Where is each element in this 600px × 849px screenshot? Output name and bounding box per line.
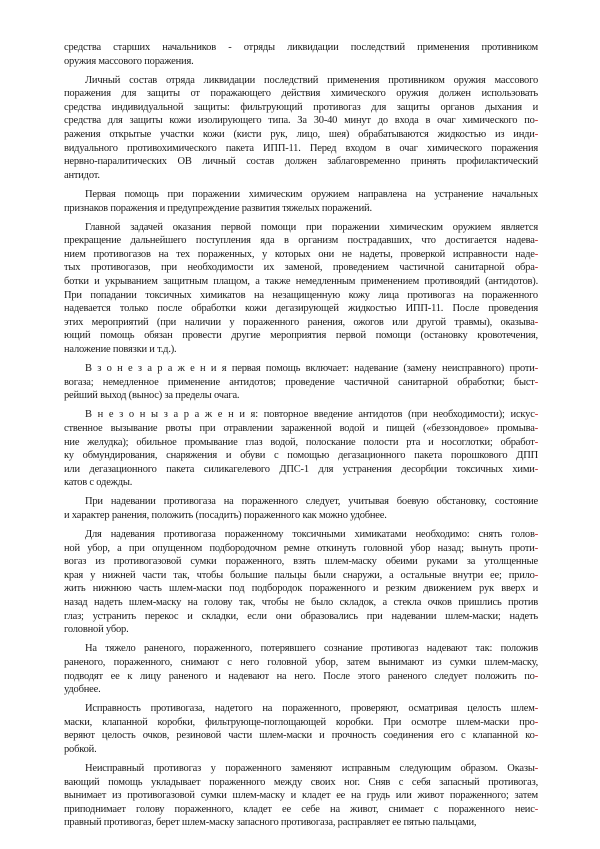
hyphenation-mark: -	[534, 248, 538, 260]
text-line: ющий помощь обязан провести другие мероприятия первой помощи (остановку кровотечения,	[64, 330, 538, 342]
text-line: Первая помощь при поражении химическим оружием направлена на устранение начальных	[85, 188, 538, 200]
text-line: средства старших начальников - отряды ликвидации последствий применения противником	[64, 42, 538, 53]
text-line: удобнее.	[64, 684, 101, 696]
text-line: В з о н е з а р а ж е н и я первая помощь включает: надевание (замену неисправного) проти-	[85, 363, 538, 375]
hyphenation-mark: -	[534, 129, 538, 141]
hyphenation-mark: -	[534, 409, 538, 421]
text-line: При надевании противогаза на пораженного следует, учитывая боевую обстановку, состояние	[85, 496, 538, 508]
text-line: этих мероприятий (при наличии у пораженного ранения, ожогов или другой травмы), оказыва-	[64, 316, 538, 328]
text-line: средства для защиты кожи изолирующего типа. За 30-40 минут до входа в очаг химического по-	[64, 115, 538, 127]
text-line: В н е з о н ы з а р а ж е н и я: повторное введение антидотов (при необходимости); искус-	[85, 409, 538, 421]
hyphenation-mark: -	[534, 716, 538, 728]
text-line: наложение повязки и т.д.).	[64, 343, 177, 355]
text-line: ственное вызывание рвоты при отравлении зараженной водой и пищей («беззондовое» промыва-	[64, 422, 538, 434]
hyphenation-mark: -	[534, 463, 538, 475]
text-line: вогаз из противогазовой сумки пораженного, взять шлем-маску обеими руками за утолщенные	[64, 556, 538, 568]
text-line: Неисправный противогаз у пораженного заменяют исправным следующим образом. Оказы-	[85, 763, 538, 775]
text-line: нервно-паралитических ОВ личный состав должен заблаговременно принять профилактический	[64, 156, 538, 168]
text-line: подводят ее к лицу раненого и надевают на него. После этого раненого следует положить по-	[64, 670, 538, 682]
hyphenation-mark: -	[534, 763, 538, 775]
text-line: оружия массового поражения.	[64, 55, 194, 67]
text-line: видуального противохимического пакета ИПП-11. Перед входом в очаг химического поражения	[64, 142, 538, 154]
text-line: тых противогазов, при необходимости их заменой, проведением частичной санитарной обра-	[64, 262, 538, 274]
text-line: края у нижней части так, чтобы большие пальцы были снаружи, а остальные внутри ее; прило-	[64, 569, 538, 581]
text-line: и характер ранения, положить (посадить) пораженного как можно удобнее.	[64, 510, 387, 521]
paragraph	[64, 762, 538, 830]
text-line: головной убор.	[64, 624, 129, 636]
text-line: вогаза; немедленное применение антидотов; проведение частичной санитарной обработки; быст-	[64, 376, 538, 388]
text-line: рейший выход (вынос) за пределы очага.	[64, 390, 240, 402]
text-line: ние желудка); обильное промывание глаз водой, полоскание полости рта и носоглотки; обработ-	[64, 436, 538, 448]
hyphenation-mark: -	[534, 670, 538, 682]
text-line: жить нижнюю часть шлем-маски под подбородок пораженного и резким движением рук вверх и	[64, 583, 538, 595]
hyphenation-mark: -	[534, 529, 538, 541]
text-line: маски, клапанной коробки, фильтрующе-поглощающей коробки. При осмотре шлем-маски про-	[64, 716, 538, 728]
hyphenation-mark: -	[534, 235, 538, 247]
text-line: Личный состав отряда ликвидации последствий применения противником оружия массового	[85, 74, 538, 86]
hyphenation-mark: -	[534, 703, 538, 715]
text-line: назад надеть шлем-маску на голову так, чтобы не было складок, а стекла очков пришлись против	[64, 597, 538, 609]
text-line: ку обмундирования, снаряжения и обуви с помощью дегазационного пакета порошкового ДПП	[64, 450, 538, 462]
paragraph	[64, 408, 538, 490]
text-line: надевается только после обработки кожи дегазирующей жидкостью ИПП-11. После проведения	[64, 303, 538, 315]
text-line: веряют целость очков, резиновой части шлем-маски и прочность соединения его с клапанной ко-	[64, 730, 538, 742]
text-line: или дегазационного пакета силикагелевого ДПС-1 для устранения десорбции токсичных хими-	[64, 463, 538, 475]
hyphenation-mark: -	[534, 542, 538, 554]
hyphenation-mark: -	[534, 730, 538, 742]
text-line: катов с одежды.	[64, 477, 133, 489]
text-line: вынимает из противогазовой сумки шлем-маску и кладет ее на грудь или живот пораженного; затем	[64, 790, 538, 802]
text-line: На тяжело раненого, пораженного, потерявшего сознание противогаз надевают так: положив	[85, 643, 538, 655]
text-line: признаков поражения и предупреждение развития тяжелых поражений.	[64, 202, 372, 214]
hyphenation-mark: -	[534, 115, 538, 127]
text-line: антидот.	[64, 169, 100, 181]
text-line: средства индивидуальной защиты: фильтрующий противогаз для защиты органов дыхания и	[64, 101, 538, 113]
text-line: ражения открытые участки кожи (кисти рук, лицо, шея) обрабатываются жидкостью из инди-	[64, 129, 538, 141]
text-line: Для надевания противогаза пораженному токсичными химикатами необходимо: снять голов-	[85, 529, 538, 541]
hyphenation-mark: -	[534, 436, 538, 448]
text-line: ботки и укрыванием защитным плащом, а также немедленным применением противоядий (антидотов).	[64, 276, 538, 287]
hyphenation-mark: -	[534, 262, 538, 274]
paragraph	[64, 495, 538, 522]
paragraph	[64, 702, 538, 756]
hyphenation-mark: -	[534, 316, 538, 328]
hyphenation-mark: -	[534, 569, 538, 581]
hyphenation-mark: -	[534, 376, 538, 388]
text-line: нием противогазов на тех пораженных, у которых они не надеты, проверкой исправности наде-	[64, 248, 538, 260]
paragraph	[64, 41, 538, 68]
text-line: раненого, пораженного, снимают с него головной убор, затем вынимают из сумки шлем-маску,	[64, 656, 538, 668]
paragraph	[64, 74, 538, 183]
text-line: При попадании токсичных химикатов на незащищенную кожу лица противогаз на пораженного	[64, 289, 538, 301]
text-line: робкой.	[64, 744, 97, 755]
text-line: глаз; устранить перекос и складки, если они образовались при надевании шлем-маски; надеть	[64, 610, 538, 622]
hyphenation-mark: -	[534, 363, 538, 375]
hyphenation-mark: -	[534, 803, 538, 815]
text-line: прекращение дальнейшего поступления яда в организм пострадавших, что достигается надева-	[64, 235, 538, 247]
paragraph	[64, 221, 538, 357]
paragraph	[64, 362, 538, 403]
text-line: приподнимает голову пораженного, кладет ее себе на живот, снимает с пораженного неис-	[64, 803, 538, 815]
text-line: правный противогаз, берет шлем-маску запасного противогаза, расправляет ее пятью пальцами,	[64, 817, 477, 829]
paragraph	[64, 188, 538, 215]
paragraph	[64, 642, 538, 696]
text-line: вающий помощь укладывает пораженного между своих ног. Сняв с себя запасный противогаз,	[64, 776, 538, 788]
paragraph	[64, 528, 538, 637]
text-line: поражения для защиты от поражающего действия химического оружия должен использовать	[64, 88, 538, 100]
text-line: ной убор, а при опущенном подбородочном ремне откинуть головной убор назад; вынуть проти-	[64, 542, 538, 554]
text-line: Главной задачей оказания первой помощи при поражении химическим оружием является	[85, 221, 538, 233]
hyphenation-mark: -	[534, 422, 538, 434]
text-line: Исправность противогаза, надетого на пораженного, проверяют, осматривая целость шлем-	[85, 703, 538, 715]
